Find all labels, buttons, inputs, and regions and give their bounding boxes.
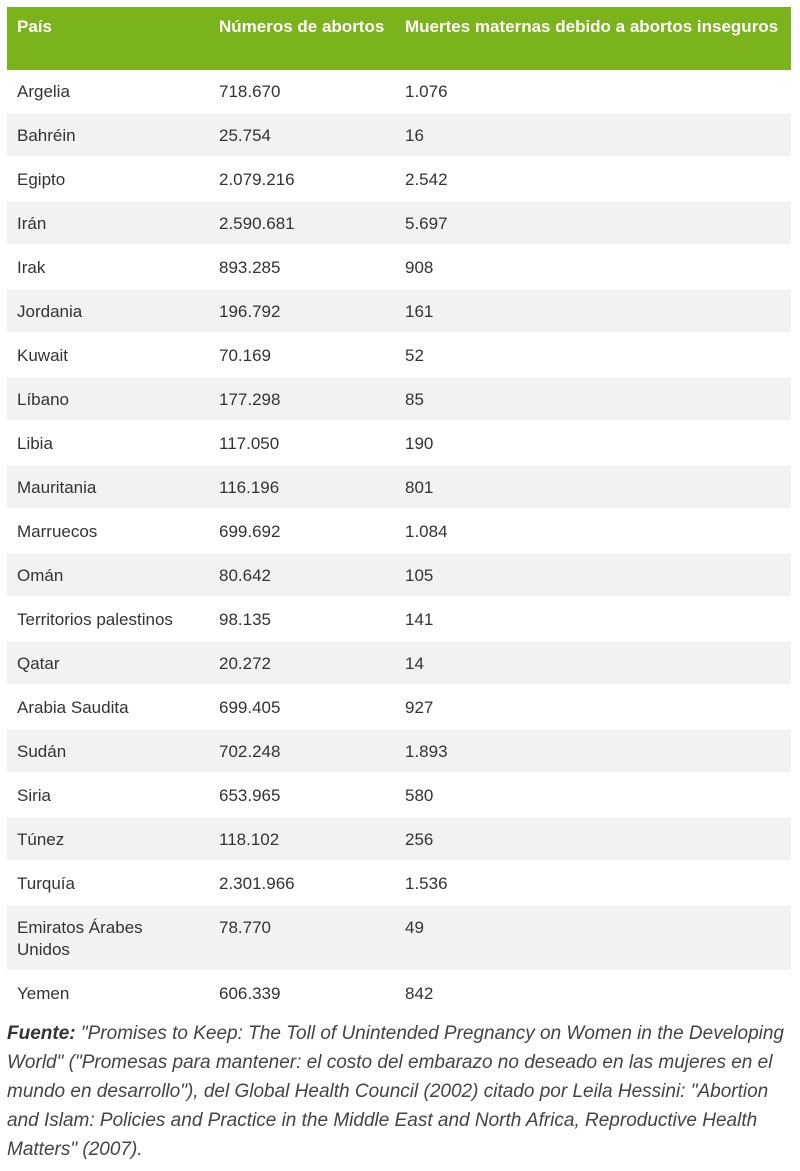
cell-country: Emiratos Árabes Unidos bbox=[7, 905, 209, 971]
table-row bbox=[7, 201, 791, 245]
cell-country: Sudán bbox=[7, 729, 209, 773]
cell-abortions: 20.272 bbox=[209, 641, 395, 685]
cell-abortions: 606.339 bbox=[209, 971, 395, 1015]
table-row bbox=[7, 377, 791, 421]
table-row bbox=[7, 421, 791, 465]
cell-country: Turquía bbox=[7, 861, 209, 905]
table-row bbox=[7, 465, 791, 509]
header-row bbox=[7, 7, 791, 70]
table-row bbox=[7, 905, 791, 971]
cell-abortions: 70.169 bbox=[209, 333, 395, 377]
cell-abortions: 2.590.681 bbox=[209, 201, 395, 245]
cell-abortions: 699.692 bbox=[209, 509, 395, 553]
cell-abortions: 177.298 bbox=[209, 377, 395, 421]
table-row bbox=[7, 245, 791, 289]
header-maternal-deaths: Muertes maternas debido a abortos inseguros bbox=[395, 7, 791, 70]
cell-abortions: 702.248 bbox=[209, 729, 395, 773]
table-row bbox=[7, 553, 791, 597]
table-row bbox=[7, 289, 791, 333]
cell-country: Arabia Saudita bbox=[7, 685, 209, 729]
cell-abortions: 116.196 bbox=[209, 465, 395, 509]
cell-maternal-deaths: 2.542 bbox=[395, 157, 791, 201]
cell-country: Qatar bbox=[7, 641, 209, 685]
cell-abortions: 25.754 bbox=[209, 113, 395, 157]
cell-country: Kuwait bbox=[7, 333, 209, 377]
table-row bbox=[7, 971, 791, 1015]
cell-country: Omán bbox=[7, 553, 209, 597]
abortion-data-table bbox=[7, 7, 791, 1016]
header-abortions: Números de abortos bbox=[209, 7, 395, 70]
cell-abortions: 653.965 bbox=[209, 773, 395, 817]
cell-maternal-deaths: 927 bbox=[395, 685, 791, 729]
cell-maternal-deaths: 85 bbox=[395, 377, 791, 421]
table-row bbox=[7, 333, 791, 377]
table-row bbox=[7, 509, 791, 553]
cell-maternal-deaths: 1.893 bbox=[395, 729, 791, 773]
cell-maternal-deaths: 5.697 bbox=[395, 201, 791, 245]
cell-abortions: 118.102 bbox=[209, 817, 395, 861]
cell-abortions: 699.405 bbox=[209, 685, 395, 729]
cell-country: Yemen bbox=[7, 971, 209, 1015]
cell-maternal-deaths: 256 bbox=[395, 817, 791, 861]
table-row bbox=[7, 70, 791, 113]
cell-maternal-deaths: 105 bbox=[395, 553, 791, 597]
table-row bbox=[7, 597, 791, 641]
table-row bbox=[7, 773, 791, 817]
cell-abortions: 718.670 bbox=[209, 70, 395, 113]
cell-abortions: 2.301.966 bbox=[209, 861, 395, 905]
cell-country: Irak bbox=[7, 245, 209, 289]
cell-country: Marruecos bbox=[7, 509, 209, 553]
table-row bbox=[7, 157, 791, 201]
cell-maternal-deaths: 49 bbox=[395, 905, 791, 971]
cell-country: Túnez bbox=[7, 817, 209, 861]
header-country: País bbox=[7, 7, 209, 70]
cell-country: Mauritania bbox=[7, 465, 209, 509]
cell-maternal-deaths: 52 bbox=[395, 333, 791, 377]
cell-country: Argelia bbox=[7, 70, 209, 113]
cell-country: Jordania bbox=[7, 289, 209, 333]
cell-maternal-deaths: 842 bbox=[395, 971, 791, 1015]
source-label: Fuente: bbox=[7, 1023, 76, 1044]
cell-maternal-deaths: 190 bbox=[395, 421, 791, 465]
cell-abortions: 2.079.216 bbox=[209, 157, 395, 201]
cell-maternal-deaths: 908 bbox=[395, 245, 791, 289]
cell-maternal-deaths: 801 bbox=[395, 465, 791, 509]
cell-country: Líbano bbox=[7, 377, 209, 421]
table-body bbox=[7, 70, 791, 1015]
cell-abortions: 98.135 bbox=[209, 597, 395, 641]
cell-maternal-deaths: 1.076 bbox=[395, 70, 791, 113]
cell-abortions: 117.050 bbox=[209, 421, 395, 465]
cell-country: Egipto bbox=[7, 157, 209, 201]
table-row bbox=[7, 113, 791, 157]
source-text: "Promises to Keep: The Toll of Unintended Pregnancy on Women in the Developing World" ("Promesas para mantener: el costo del embarazo no deseado en las mujeres en el mundo en desarrollo"), del Global Health Council (2002) citado por Leila Hessini: "Abortion and Islam: Policies and Practice in the Middle East and North Africa, Reproductive Health Matters" (2007). bbox=[7, 1023, 784, 1160]
cell-country: Siria bbox=[7, 773, 209, 817]
table-row bbox=[7, 817, 791, 861]
table-row bbox=[7, 861, 791, 905]
source-note bbox=[7, 1019, 793, 1164]
cell-abortions: 80.642 bbox=[209, 553, 395, 597]
cell-maternal-deaths: 141 bbox=[395, 597, 791, 641]
cell-maternal-deaths: 580 bbox=[395, 773, 791, 817]
cell-country: Irán bbox=[7, 201, 209, 245]
table-row bbox=[7, 641, 791, 685]
table-row bbox=[7, 729, 791, 773]
cell-abortions: 196.792 bbox=[209, 289, 395, 333]
cell-abortions: 78.770 bbox=[209, 905, 395, 971]
cell-country: Bahréin bbox=[7, 113, 209, 157]
cell-country: Libia bbox=[7, 421, 209, 465]
cell-maternal-deaths: 16 bbox=[395, 113, 791, 157]
cell-abortions: 893.285 bbox=[209, 245, 395, 289]
cell-maternal-deaths: 1.084 bbox=[395, 509, 791, 553]
cell-maternal-deaths: 1.536 bbox=[395, 861, 791, 905]
table-row bbox=[7, 685, 791, 729]
table-header bbox=[7, 7, 791, 70]
cell-country: Territorios palestinos bbox=[7, 597, 209, 641]
cell-maternal-deaths: 14 bbox=[395, 641, 791, 685]
cell-maternal-deaths: 161 bbox=[395, 289, 791, 333]
